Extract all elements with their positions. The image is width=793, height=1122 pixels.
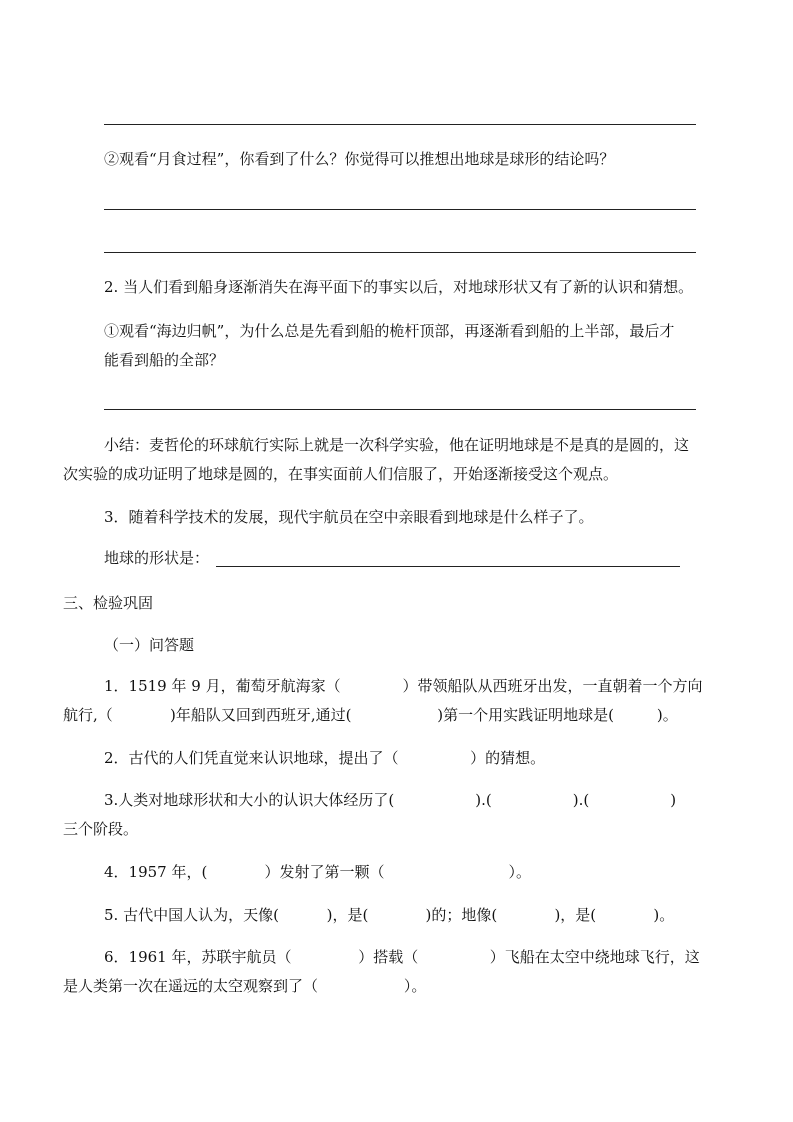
answer-line-2[interactable] bbox=[104, 209, 696, 210]
subsection-title: （一）问答题 bbox=[104, 636, 195, 654]
earth-shape-answer-line[interactable] bbox=[216, 566, 680, 567]
item-3-text: 3．随着科学技术的发展，现代宇航员在空中亲眼看到地球是什么样子了。 bbox=[104, 508, 594, 526]
section-3-title: 三、检验巩固 bbox=[63, 594, 154, 612]
question-5: 5. 古代中国人认为，天像( )，是( )的；地像( )，是( )。 bbox=[104, 906, 675, 924]
item-2-text: 2. 当人们看到船身逐渐消失在海平面下的事实以后，对地球形状又有了新的认识和猜想。 bbox=[104, 278, 694, 296]
lunar-eclipse-question: ②观看“月食过程”，你看到了什么？你觉得可以推想出地球是球形的结论吗？ bbox=[104, 150, 615, 168]
question-1-line2: 航行,（ )年船队又回到西班牙,通过( )第一个用实践证明地球是( )。 bbox=[63, 706, 678, 724]
question-4: 4．1957 年，( ）发射了第一颗（ ）。 bbox=[104, 863, 532, 881]
question-3-line2: 三个阶段。 bbox=[63, 820, 139, 838]
question-3-line1: 3.人类对地球形状和大小的认识大体经历了( ).( ).( ) bbox=[104, 791, 677, 809]
earth-shape-label: 地球的形状是： bbox=[104, 549, 210, 567]
question-6-line1: 6．1961 年，苏联宇航员（ ）搭载（ ）飞船在太空中绕地球飞行，这 bbox=[104, 948, 700, 966]
question-1-line1: 1．1519 年 9 月，葡萄牙航海家（ ）带领船队从西班牙出发，一直朝着一个方向 bbox=[104, 677, 703, 695]
answer-line-3[interactable] bbox=[104, 252, 696, 253]
sailing-back-question-line2: 能看到船的全部？ bbox=[104, 351, 225, 369]
answer-line-1[interactable] bbox=[104, 124, 696, 125]
summary-line1: 小结：麦哲伦的环球航行实际上就是一次科学实验，他在证明地球是不是真的是圆的，这 bbox=[104, 436, 690, 454]
question-2: 2．古代的人们凭直觉来认识地球，提出了（ ）的猜想。 bbox=[104, 749, 546, 767]
sailing-back-question-line1: ①观看“海边归帆”，为什么总是先看到船的桅杆顶部，再逐渐看到船的上半部，最后才 bbox=[104, 322, 675, 340]
answer-line-4[interactable] bbox=[104, 409, 696, 410]
summary-line2: 次实验的成功证明了地球是圆的，在事实面前人们信服了，开始逐渐接受这个观点。 bbox=[63, 465, 619, 483]
question-6-line2: 是人类第一次在遥远的太空观察到了（ ）。 bbox=[63, 977, 427, 995]
